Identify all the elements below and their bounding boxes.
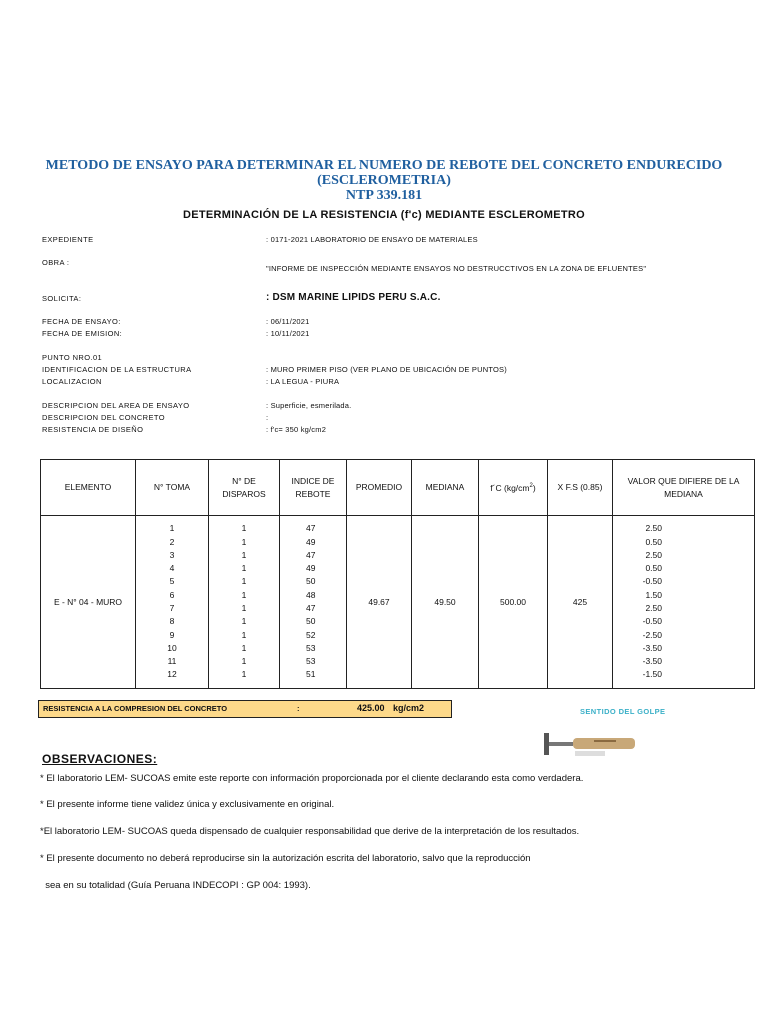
difiere-value: -1.50 bbox=[642, 669, 662, 680]
toma-value: 10 bbox=[167, 642, 177, 653]
promedio-cell: 49.67 bbox=[347, 516, 412, 689]
resistencia-compresion-unit: kg/cm2 bbox=[393, 703, 425, 713]
toma-value: 5 bbox=[169, 576, 175, 587]
disparos-value: 1 bbox=[241, 642, 247, 653]
sentido-golpe-label: SENTIDO DEL GOLPE bbox=[580, 707, 666, 716]
indice-value: 50 bbox=[306, 616, 316, 627]
disparos-value: 1 bbox=[241, 523, 247, 534]
header-fc-sup: 2 bbox=[529, 483, 533, 490]
observacion-1: * El laboratorio LEM- SUCOAS emite este reporte con información proporcionada por el cliente declarando esta como verdadera. bbox=[40, 773, 584, 784]
indice-value: 49 bbox=[306, 563, 316, 574]
difiere-value: 2.50 bbox=[645, 549, 662, 560]
hammer-icon bbox=[542, 733, 638, 757]
indice-value: 51 bbox=[306, 669, 316, 680]
disparos-value: 1 bbox=[241, 536, 247, 547]
difiere-value: 0.50 bbox=[645, 536, 662, 547]
rebote-table bbox=[40, 459, 755, 689]
fecha-ensayo-label: FECHA DE ENSAYO: bbox=[42, 317, 121, 326]
solicita-value: : DSM MARINE LIPIDS PERU S.A.C. bbox=[266, 292, 441, 303]
observacion-2: * El presente informe tiene validez única y exclusivamente en original. bbox=[40, 799, 335, 810]
toma-column bbox=[136, 516, 209, 689]
indice-value: 50 bbox=[306, 576, 316, 587]
toma-value: 6 bbox=[169, 589, 175, 600]
identificacion-value: : MURO PRIMER PISO (VER PLANO DE UBICACIÓN DE PUNTOS) bbox=[266, 365, 507, 374]
mediana-cell: 49.50 bbox=[412, 516, 479, 689]
indice-value: 53 bbox=[306, 656, 316, 667]
observaciones-title: OBSERVACIONES: bbox=[42, 752, 158, 766]
indice-value: 47 bbox=[306, 523, 316, 534]
obra-value: "INFORME DE INSPECCIÓN MEDIANTE ENSAYOS NO DESTRUCCTIVOS EN LA ZONA DE EFLUENTES" bbox=[266, 264, 647, 273]
difiere-value: -2.50 bbox=[642, 629, 662, 640]
disparos-value: 1 bbox=[241, 549, 247, 560]
disparos-value: 1 bbox=[241, 616, 247, 627]
difiere-value: 2.50 bbox=[645, 523, 662, 534]
header-fc-text: f´C (kg/cm bbox=[490, 482, 530, 493]
header-disparos: N° DE DISPAROS bbox=[209, 460, 280, 516]
toma-value: 9 bbox=[169, 629, 175, 640]
expediente-value: : 0171-2021 LABORATORIO DE ENSAYO DE MATERIALES bbox=[266, 235, 478, 244]
observacion-5: sea en su totalidad (Guía Peruana INDECOPI : GP 004: 1993). bbox=[40, 880, 311, 891]
fecha-ensayo-value: : 06/11/2021 bbox=[266, 317, 310, 326]
disparos-value: 1 bbox=[241, 563, 247, 574]
disparos-value: 1 bbox=[241, 629, 247, 640]
report-subtitle: DETERMINACIÓN DE LA RESISTENCIA (f'c) MEDIANTE ESCLEROMETRO bbox=[182, 209, 586, 221]
desc-area-label: DESCRIPCION DEL AREA DE ENSAYO bbox=[42, 401, 190, 410]
toma-value: 3 bbox=[169, 549, 175, 560]
disparos-value: 1 bbox=[241, 603, 247, 613]
disparos-column bbox=[209, 516, 280, 689]
fecha-emision-label: FECHA DE EMISION: bbox=[42, 329, 123, 338]
toma-value: 7 bbox=[169, 603, 175, 613]
toma-value: 2 bbox=[169, 536, 175, 547]
disparos-value: 1 bbox=[241, 589, 247, 600]
obra-label: OBRA : bbox=[42, 258, 70, 267]
fc-cell: 500.00 bbox=[479, 516, 548, 689]
localizacion-label: LOCALIZACION bbox=[42, 377, 102, 386]
resistencia-diseno-value: : f'c= 350 kg/cm2 bbox=[266, 425, 327, 434]
indice-value: 47 bbox=[306, 603, 316, 613]
fs-cell: 425 bbox=[548, 516, 613, 689]
header-fs: X F.S (0.85) bbox=[548, 460, 613, 516]
difiere-value: 0.50 bbox=[645, 563, 662, 574]
report-title-line2: (ESCLEROMETRIA) bbox=[317, 173, 451, 188]
disparos-value: 1 bbox=[241, 656, 247, 667]
resistencia-compresion-box bbox=[38, 700, 452, 718]
difiere-value: 2.50 bbox=[645, 603, 662, 613]
resistencia-diseno-label: RESISTENCIA DE DISEÑO bbox=[42, 425, 144, 434]
indice-column bbox=[280, 516, 347, 689]
disparos-value: 1 bbox=[241, 669, 247, 680]
toma-value: 8 bbox=[169, 616, 175, 627]
difiere-column bbox=[613, 516, 755, 689]
header-mediana: MEDIANA bbox=[412, 460, 479, 516]
difiere-value: -0.50 bbox=[642, 616, 662, 627]
header-fc: f´C $(kg/cm^2)$ bbox=[479, 460, 548, 516]
difiere-value: 1.50 bbox=[645, 589, 662, 600]
indice-value: 52 bbox=[306, 629, 316, 640]
solicita-label: SOLICITA: bbox=[42, 294, 82, 303]
disparos-value: 1 bbox=[241, 576, 247, 587]
difiere-value: -3.50 bbox=[642, 642, 662, 653]
resistencia-compresion-label: RESISTENCIA A LA COMPRESION DEL CONCRETO bbox=[43, 704, 228, 713]
header-difiere: VALOR QUE DIFIERE DE LA MEDIANA bbox=[613, 460, 755, 516]
expediente-label: EXPEDIENTE bbox=[42, 235, 94, 244]
elemento-cell: E - N° 04 - MURO bbox=[41, 516, 136, 689]
observacion-4: * El presente documento no deberá reproducirse sin la autorización escrita del laboratorio, salvo que la reproducción bbox=[40, 853, 531, 864]
fecha-emision-value: : 10/11/2021 bbox=[266, 329, 310, 338]
desc-area-value: : Superficie, esmerilada. bbox=[266, 401, 352, 410]
desc-concreto-label: DESCRIPCION DEL CONCRETO bbox=[42, 413, 165, 422]
indice-value: 47 bbox=[306, 549, 316, 560]
difiere-value: -3.50 bbox=[642, 656, 662, 667]
toma-value: 11 bbox=[167, 656, 177, 667]
indice-value: 53 bbox=[306, 642, 316, 653]
toma-value: 12 bbox=[167, 669, 177, 680]
resistencia-compresion-value: 425.00 bbox=[357, 703, 385, 713]
report-title-line1: METODO DE ENSAYO PARA DETERMINAR EL NUMERO DE REBOTE DEL CONCRETO ENDURECIDO bbox=[45, 158, 723, 173]
toma-value: 4 bbox=[169, 563, 175, 574]
resistencia-colon: : bbox=[297, 704, 300, 713]
header-indice: INDICE DE REBOTE bbox=[280, 460, 347, 516]
indice-value: 48 bbox=[306, 589, 316, 600]
header-toma: N° TOMA bbox=[136, 460, 209, 516]
punto-label: PUNTO NRO.01 bbox=[42, 353, 103, 362]
desc-concreto-value: : bbox=[266, 413, 269, 422]
header-promedio: PROMEDIO bbox=[347, 460, 412, 516]
identificacion-label: IDENTIFICACION DE LA ESTRUCTURA bbox=[42, 365, 192, 374]
localizacion-value: : LA LEGUA - PIURA bbox=[266, 377, 340, 386]
observacion-3: *El laboratorio LEM- SUCOAS queda dispensado de cualquier responsabilidad que derive de la interpretación de los resultados. bbox=[40, 826, 580, 837]
toma-value: 1 bbox=[169, 523, 175, 534]
indice-value: 49 bbox=[306, 536, 316, 547]
header-elemento: ELEMENTO bbox=[41, 460, 136, 516]
difiere-value: -0.50 bbox=[642, 576, 662, 587]
report-standard: NTP 339.181 bbox=[345, 188, 423, 203]
